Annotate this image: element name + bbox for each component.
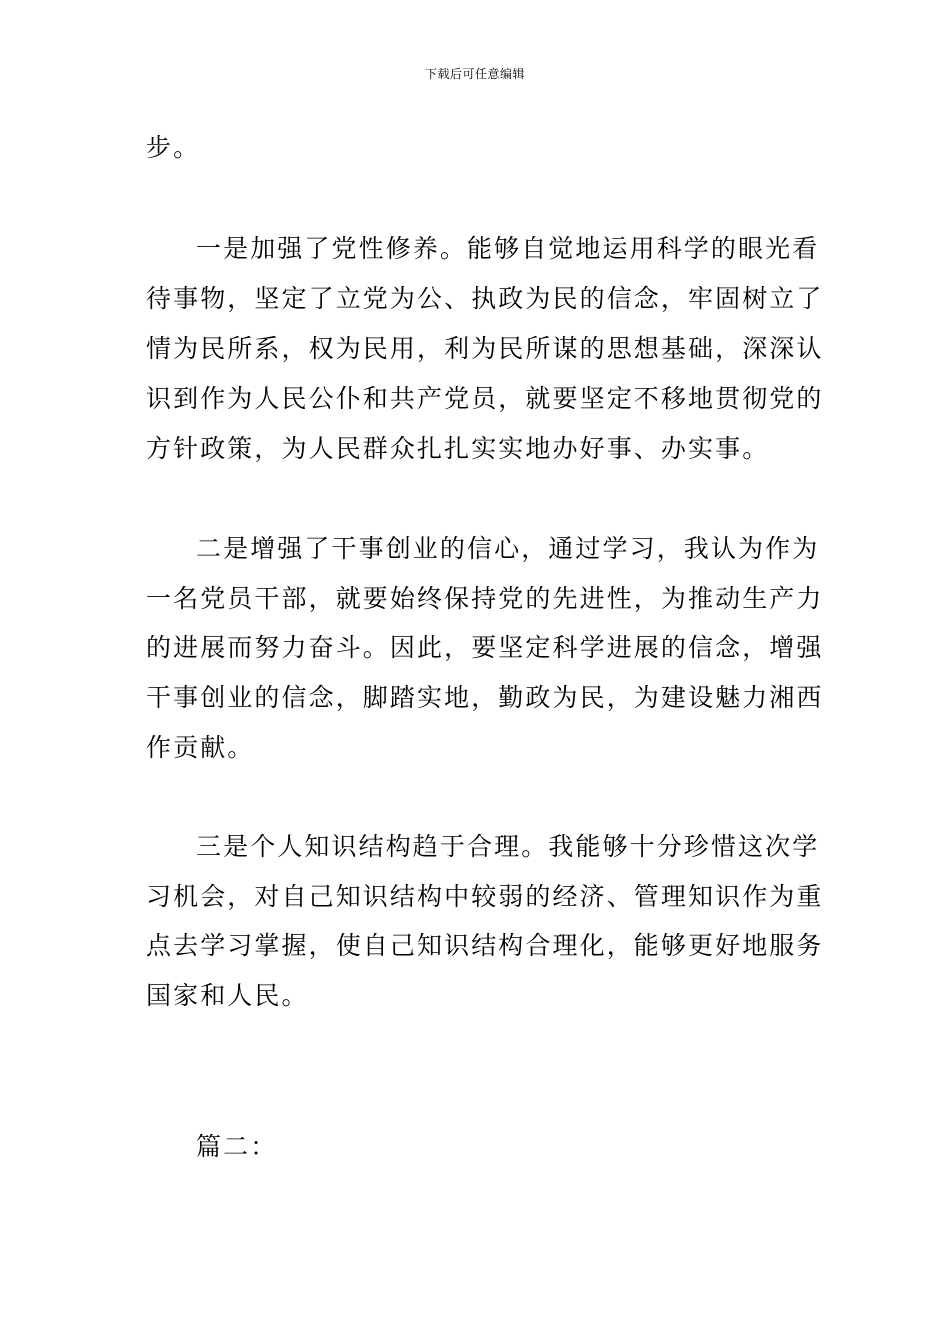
paragraph-3-line-3: 点去学习掌握，使自己知识结构合理化，能够更好地服务 [146, 931, 824, 960]
paragraph-1-line-5: 方针政策，为人民群众扎扎实实地办好事、办实事。 [146, 434, 770, 463]
paragraph-2-line-2: 一名党员干部，就要始终保持党的先进性，为推动生产力 [146, 584, 824, 613]
text-line-continuation: 步。 [146, 133, 201, 162]
page-header: 下载后可任意编辑 [424, 67, 525, 81]
paragraph-1-line-4: 识到作为人民公仆和共产党员，就要坚定不移地贯彻党的 [146, 384, 824, 413]
paragraph-3-line-1: 三是个人知识结构趋于合理。我能够十分珍惜这次学 [196, 832, 820, 861]
paragraph-2-line-5: 作贡献。 [146, 733, 255, 762]
paragraph-1-line-1: 一是加强了党性修养。能够自觉地运用科学的眼光看 [196, 234, 820, 263]
paragraph-2-line-1: 二是增强了干事创业的信心，通过学习，我认为作为 [196, 534, 820, 563]
paragraph-1-line-3: 情为民所系，权为民用，利为民所谋的思想基础，深深认 [146, 334, 824, 363]
section-heading: 篇二： [196, 1132, 278, 1161]
paragraph-2-line-4: 干事创业的信念，脚踏实地，勤政为民，为建设魅力湘西 [146, 683, 824, 712]
paragraph-1-line-2: 待事物，坚定了立党为公、执政为民的信念，牢固树立了 [146, 284, 824, 313]
paragraph-3-line-2: 习机会，对自己知识结构中较弱的经济、管理知识作为重 [146, 882, 824, 911]
paragraph-3-line-4: 国家和人民。 [146, 981, 309, 1010]
paragraph-2-line-3: 的进展而努力奋斗。因此，要坚定科学进展的信念，增强 [146, 633, 824, 662]
